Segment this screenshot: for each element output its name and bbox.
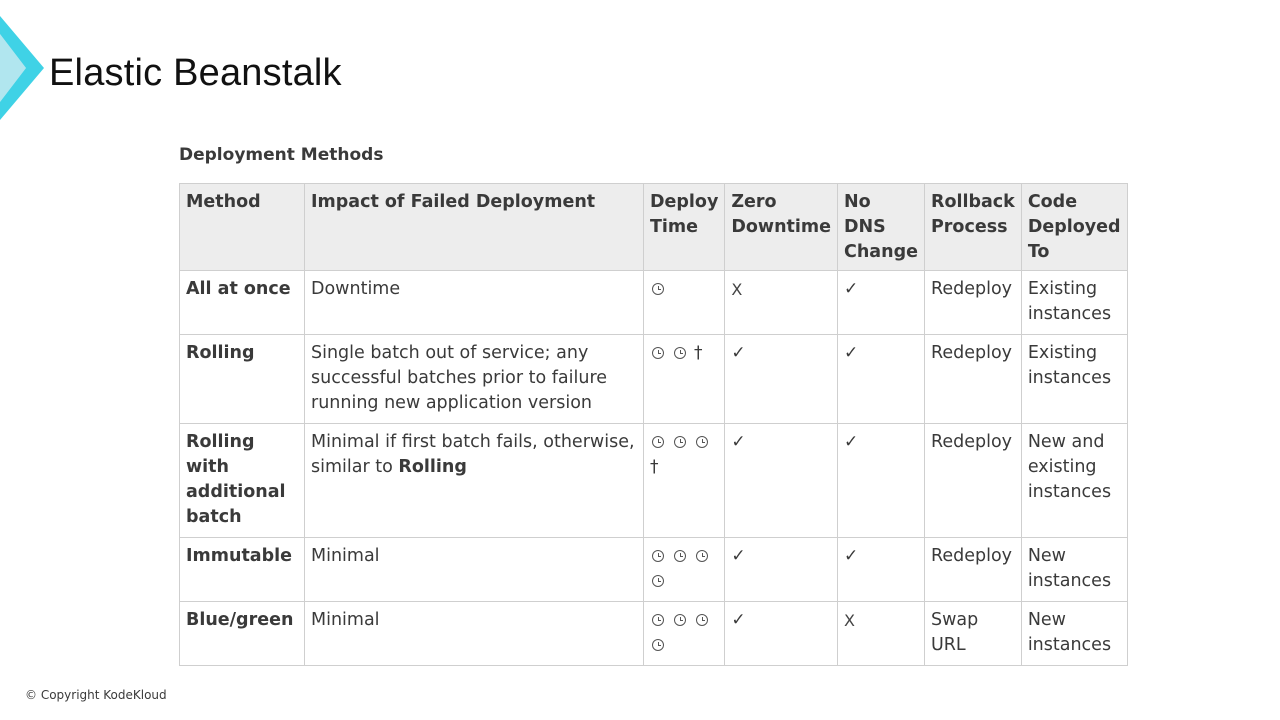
deploy-time-cell xyxy=(644,271,725,335)
table-row xyxy=(180,335,1128,424)
col-header-code-deployed-to: Code Deployed To xyxy=(1021,184,1127,271)
table-row xyxy=(180,424,1128,538)
clock-icon xyxy=(652,614,664,626)
zero-downtime-cell xyxy=(725,602,838,666)
clock-icon xyxy=(674,436,686,448)
checkmark-icon: ✓ xyxy=(731,343,746,363)
cross-icon: X xyxy=(731,280,743,299)
deploy-time-clocks xyxy=(650,343,694,363)
no-dns-change-cell xyxy=(838,538,925,602)
deploy-time-cell xyxy=(644,602,725,666)
col-header-deploy-time: Deploy Time xyxy=(644,184,725,271)
clock-icon xyxy=(696,614,708,626)
deploy-time-clocks xyxy=(650,432,716,452)
page-title: Elastic Beanstalk xyxy=(49,52,342,94)
clock-icon xyxy=(652,575,664,587)
checkmark-icon: ✓ xyxy=(844,432,859,452)
zero-downtime-cell xyxy=(725,538,838,602)
code-deployed-to-cell: Existing instances xyxy=(1021,335,1127,424)
impact-cell: Minimal xyxy=(305,538,644,602)
rollback-cell: Redeploy xyxy=(924,271,1021,335)
checkmark-icon: ✓ xyxy=(844,279,859,299)
table-header-row xyxy=(180,184,1128,271)
footnote-dagger: † xyxy=(650,457,659,477)
clock-icon xyxy=(652,550,664,562)
col-header-zero-downtime: Zero Downtime xyxy=(725,184,838,271)
checkmark-icon: ✓ xyxy=(731,432,746,452)
table-caption: Deployment Methods xyxy=(179,145,384,165)
checkmark-icon: ✓ xyxy=(844,343,859,363)
footnote-dagger: † xyxy=(694,343,703,363)
no-dns-change-cell xyxy=(838,424,925,538)
clock-icon xyxy=(652,347,664,359)
rollback-cell: Swap URL xyxy=(924,602,1021,666)
zero-downtime-cell xyxy=(725,271,838,335)
method-cell: Blue/green xyxy=(180,602,305,666)
method-cell: Rolling with additional batch xyxy=(180,424,305,538)
impact-cell: Downtime xyxy=(305,271,644,335)
code-deployed-to-cell: Existing instances xyxy=(1021,271,1127,335)
deploy-time-cell xyxy=(644,424,725,538)
table-row xyxy=(180,602,1128,666)
impact-text: Minimal if first batch fails, otherwise, similar to xyxy=(311,432,635,477)
clock-icon xyxy=(652,283,664,295)
deploy-time-clocks xyxy=(650,279,672,299)
table-row xyxy=(180,538,1128,602)
rollback-cell: Redeploy xyxy=(924,335,1021,424)
clock-icon xyxy=(652,639,664,651)
rollback-cell: Redeploy xyxy=(924,538,1021,602)
clock-icon xyxy=(674,347,686,359)
col-header-impact: Impact of Failed Deployment xyxy=(305,184,644,271)
deployment-methods-table xyxy=(179,183,1128,666)
code-deployed-to-cell: New instances xyxy=(1021,538,1127,602)
rollback-cell: Redeploy xyxy=(924,424,1021,538)
checkmark-icon: ✓ xyxy=(844,546,859,566)
clock-icon xyxy=(696,436,708,448)
code-deployed-to-cell: New and existing instances xyxy=(1021,424,1127,538)
impact-emphasis: Rolling xyxy=(398,457,467,477)
no-dns-change-cell xyxy=(838,335,925,424)
deploy-time-cell xyxy=(644,538,725,602)
zero-downtime-cell xyxy=(725,335,838,424)
impact-cell xyxy=(305,424,644,538)
clock-icon xyxy=(652,436,664,448)
col-header-no-dns-change: No DNS Change xyxy=(838,184,925,271)
deploy-time-clocks xyxy=(650,610,716,655)
clock-icon xyxy=(696,550,708,562)
method-cell: Immutable xyxy=(180,538,305,602)
zero-downtime-cell xyxy=(725,424,838,538)
checkmark-icon: ✓ xyxy=(731,546,746,566)
table-row xyxy=(180,271,1128,335)
clock-icon xyxy=(674,550,686,562)
col-header-rollback: Rollback Process xyxy=(924,184,1021,271)
cross-icon: X xyxy=(844,611,855,630)
copyright-notice: © Copyright KodeKloud xyxy=(25,688,167,702)
impact-cell: Minimal xyxy=(305,602,644,666)
deploy-time-cell xyxy=(644,335,725,424)
method-cell: All at once xyxy=(180,271,305,335)
method-cell: Rolling xyxy=(180,335,305,424)
checkmark-icon: ✓ xyxy=(731,610,746,630)
code-deployed-to-cell: New instances xyxy=(1021,602,1127,666)
clock-icon xyxy=(674,614,686,626)
no-dns-change-cell xyxy=(838,271,925,335)
col-header-method: Method xyxy=(180,184,305,271)
kodekloud-logo-mark xyxy=(0,16,44,120)
deploy-time-clocks xyxy=(650,546,716,591)
impact-cell: Single batch out of service; any successful batches prior to failure running new application version xyxy=(305,335,644,424)
no-dns-change-cell xyxy=(838,602,925,666)
